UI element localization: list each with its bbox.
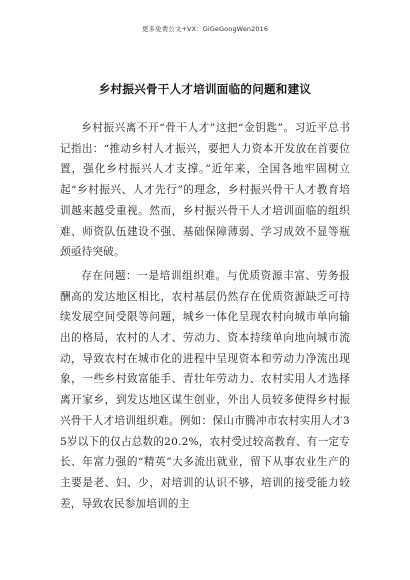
body-paragraph: 乡村振兴离不开“骨干人才”这把“金钥匙”。习近平总书记指出：“推动乡村人才振兴，要把人力资本开发放在首要位置，强化乡村振兴人才支撑。”近年来，全国各地牢固树立起“乡村振兴、人才先行”的理念，乡村振兴骨干人才教育培训越来越受重视。然而，乡村振兴骨干人才培训面临的组织难、师资队伍建设不强、基础保障薄弱、学习成效不显等瓶颈亟待突破。 bbox=[60, 122, 350, 259]
document-title: 乡村振兴骨干人才培训面临的问题和建议 bbox=[98, 82, 312, 96]
document-body bbox=[60, 118, 350, 517]
header-note: 更多免费公文+VX：GiGeGongWen2016 bbox=[141, 25, 269, 33]
body-paragraph: 存在问题：一是培训组织难。与优质资源丰富、劳务报酬高的发达地区相比，农村基层仍然存在优质资源缺乏可持续发展空间受限等问题，城乡一体化呈现农村向城市单向输出的格局，农村的人才、劳动力、资本持续单向地向城市流动，导致农村在城市化的进程中呈现资本和劳动力净流出现象，一些乡村致富能手、青壮年劳动力、农村实用人才选择离开家乡，到发达地区谋生创业，外出人员较多使得乡村振兴骨干人才培训组织难。例如：保山市腾冲市农村实用人才35岁以下的仅占总数的20.2%，农村受过较高教育、有一定专长、年富力强的“精英”大多流出就业，留下从事农业生产的主要是老、妇、少，对培训的认识不够，培训的接受能力较差，导致农民参加培训的主 bbox=[60, 269, 350, 510]
